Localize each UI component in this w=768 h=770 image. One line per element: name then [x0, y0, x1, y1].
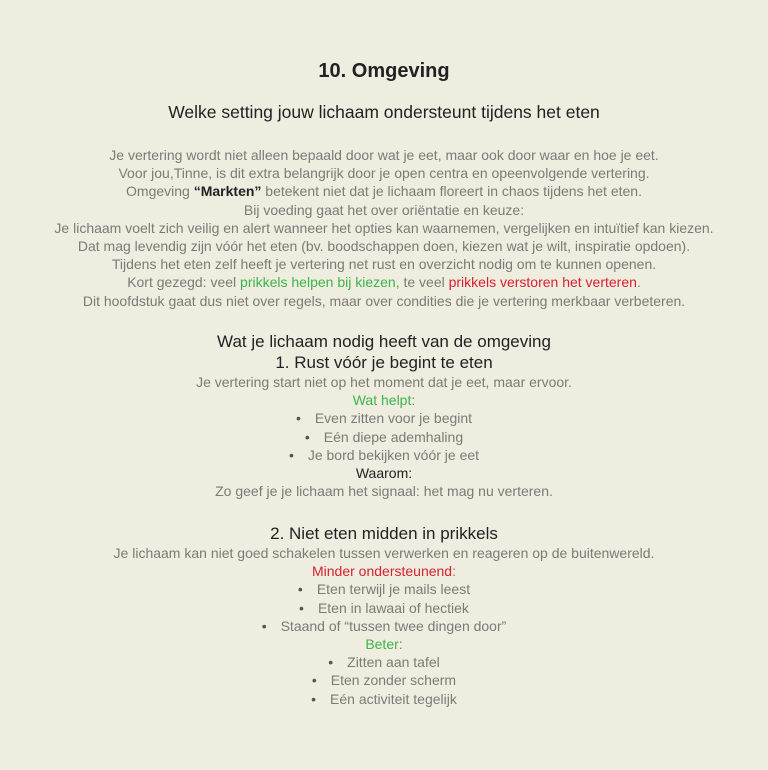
item-text: Eten terwijl je mails leest — [316, 581, 471, 598]
item-text: Eén diepe ademhaling — [323, 428, 464, 445]
less-label — [0, 562, 768, 580]
intro-line: Je vertering wordt niet alleen bepaald door wat je eet, maar ook door waar en hoe je eet. — [109, 147, 659, 163]
bullet-icon: • — [328, 654, 334, 671]
list-item — [0, 653, 768, 671]
intro-line: Je lichaam voelt zich veilig en alert wanneer het opties kan waarnemen, vergelijken en intuïtief kan kiezen. — [54, 219, 714, 236]
list-item — [0, 690, 768, 708]
bullet-icon: • — [299, 599, 304, 616]
bullet-icon: • — [304, 428, 310, 445]
intro-line — [0, 273, 768, 291]
section-heading: Wat je lichaam nodig heeft van de omgeving — [217, 332, 551, 351]
intro-line: Bij voeding gaat het over oriëntatie en keuze: — [243, 201, 525, 218]
text: betekent niet dat je lichaam floreert in chaos tijdens het eten. — [261, 183, 642, 200]
intro-line: Tijdens het eten zelf heeft je vertering net rust en overzicht nodig om te kunnen openen. — [111, 256, 657, 273]
bullet-icon: • — [261, 617, 267, 634]
item-text: Eten in lawaai of hectiek — [317, 599, 469, 616]
item-text: Staand of “tussen twee dingen door” — [280, 617, 507, 634]
list-item — [0, 617, 768, 635]
green-highlight: prikkels helpen bij kiezen, — [240, 274, 400, 291]
item-text: Zitten aan tafel — [347, 654, 440, 671]
list-item — [0, 671, 768, 689]
section-1-heading: 1. Rust vóór je begint te eten — [275, 353, 493, 372]
bullet-icon: • — [311, 672, 317, 689]
item-text: Even zitten voor je begint — [314, 410, 473, 427]
list-item — [0, 580, 768, 598]
intro-line — [0, 182, 768, 200]
colon: : — [398, 636, 403, 653]
list-item — [0, 599, 768, 617]
colon: : — [411, 392, 416, 409]
text: te veel — [399, 274, 449, 291]
intro-line: Dat mag levendig zijn vóór het eten (bv. boodschappen doen, kiezen wat je wilt, inspiratie opdoen). — [77, 238, 691, 255]
section-2 — [0, 523, 768, 708]
why-text: Zo geef je je lichaam het signaal: het mag nu verteren. — [215, 483, 553, 500]
section-1-text: Je vertering start niet op het moment dat je eet, maar ervoor. — [196, 374, 572, 390]
list-item — [0, 409, 768, 427]
bullet-icon: • — [297, 581, 303, 598]
text: Omgeving — [126, 183, 194, 200]
label: Beter — [365, 636, 399, 653]
label: Minder ondersteunend — [312, 563, 453, 580]
red-highlight: prikkels verstoren het verteren — [448, 274, 637, 291]
text: Kort gezegd: veel — [127, 274, 241, 291]
intro-text — [0, 146, 768, 310]
bullet-icon: • — [311, 690, 317, 707]
bullet-icon: • — [295, 410, 301, 427]
markten-highlight: “Markten” — [193, 183, 262, 200]
helps-label — [0, 391, 768, 409]
text: . — [636, 274, 641, 291]
section-2-heading: 2. Niet eten midden in prikkels — [270, 524, 498, 543]
why-label: Waarom: — [355, 465, 413, 482]
label: Wat helpt — [352, 392, 412, 409]
colon: : — [452, 563, 456, 580]
page-subtitle: Welke setting jouw lichaam ondersteunt tijdens het eten — [168, 102, 600, 122]
intro-line: Voor jou,Tinne, is dit extra belangrijk door je open centra en opeenvolgende vertering. — [118, 165, 650, 182]
bullet-icon: • — [288, 446, 294, 463]
item-text: Eén activiteit tegelijk — [330, 690, 457, 707]
item-text: Je bord bekijken vóór je eet — [307, 446, 480, 463]
list-item — [0, 428, 768, 446]
item-text: Eten zonder scherm — [330, 672, 457, 689]
better-label — [0, 635, 768, 653]
intro-line: Dit hoofdstuk gaat dus niet over regels, maar over condities die je vertering merkbaar verbeteren. — [82, 292, 686, 309]
list-item — [0, 446, 768, 464]
section-2-text: Je lichaam kan niet goed schakelen tussen verwerken en reageren op de buitenwereld. — [113, 545, 655, 561]
section-1 — [0, 331, 768, 500]
page-title: 10. Omgeving — [318, 60, 450, 82]
